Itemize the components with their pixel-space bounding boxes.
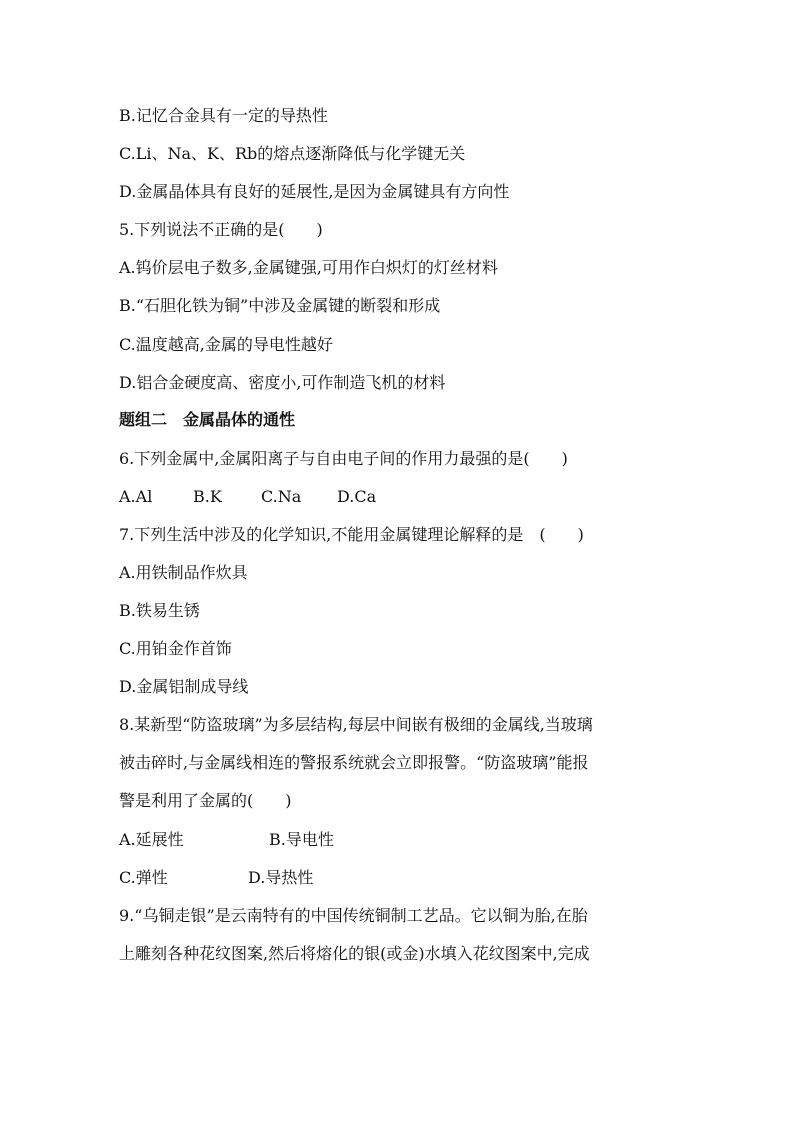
q5-option-a: A.钨价层电子数多,金属键强,可用作白炽灯的灯丝材料 — [119, 258, 498, 277]
q6-option-a: A.Al — [119, 487, 153, 506]
q5-option-c: C.温度越高,金属的导电性越好 — [119, 335, 333, 354]
q8-option-d: D.导热性 — [248, 868, 314, 887]
q8-options-row-2 — [119, 867, 313, 889]
question-7: 7.下列生活中涉及的化学知识,不能用金属键理论解释的是 ( ) — [119, 525, 584, 544]
q5-option-d: D.铝合金硬度高、密度小,可作制造飞机的材料 — [119, 373, 446, 392]
question-9-line-1: 9.“乌铜走银”是云南特有的中国传统铜制工艺品。它以铜为胎,在胎 — [119, 906, 588, 925]
q8-option-a: A.延展性 — [119, 830, 184, 849]
question-8-line-1: 8.某新型“防盗玻璃”为多层结构,每层中间嵌有极细的金属线,当玻璃 — [119, 715, 593, 734]
q6-options — [119, 486, 376, 508]
q8-options-row-1 — [119, 829, 334, 851]
q6-option-d: D.Ca — [337, 487, 377, 506]
question-8-line-3: 警是利用了金属的( ) — [119, 791, 292, 810]
question-6: 6.下列金属中,金属阳离子与自由电子间的作用力最强的是( ) — [119, 449, 568, 468]
q5-option-b: B.“石胆化铁为铜”中涉及金属键的断裂和形成 — [119, 296, 441, 315]
option-c-line: C.Li、Na、K、Rb的熔点逐渐降低与化学键无关 — [119, 144, 466, 163]
q6-option-b: B.K — [193, 487, 222, 506]
q6-option-c: C.Na — [261, 487, 302, 506]
option-b-line: B.记忆合金具有一定的导热性 — [119, 106, 328, 125]
q7-option-b: B.铁易生锈 — [119, 601, 200, 620]
section-heading: 题组二 金属晶体的通性 — [119, 410, 296, 429]
question-8-line-2: 被击碎时,与金属线相连的警报系统就会立即报警。“防盗玻璃”能报 — [119, 753, 589, 772]
q7-option-a: A.用铁制品作炊具 — [119, 563, 248, 582]
q7-option-c: C.用铂金作首饰 — [119, 639, 232, 658]
q7-option-d: D.金属铝制成导线 — [119, 677, 249, 696]
question-5: 5.下列说法不正确的是( ) — [119, 220, 323, 239]
q8-option-c: C.弹性 — [119, 868, 168, 887]
option-d-line: D.金属晶体具有良好的延展性,是因为金属键具有方向性 — [119, 182, 510, 201]
question-9-line-2: 上雕刻各种花纹图案,然后将熔化的银(或金)水填入花纹图案中,完成 — [119, 944, 590, 963]
q8-option-b: B.导电性 — [269, 830, 334, 849]
